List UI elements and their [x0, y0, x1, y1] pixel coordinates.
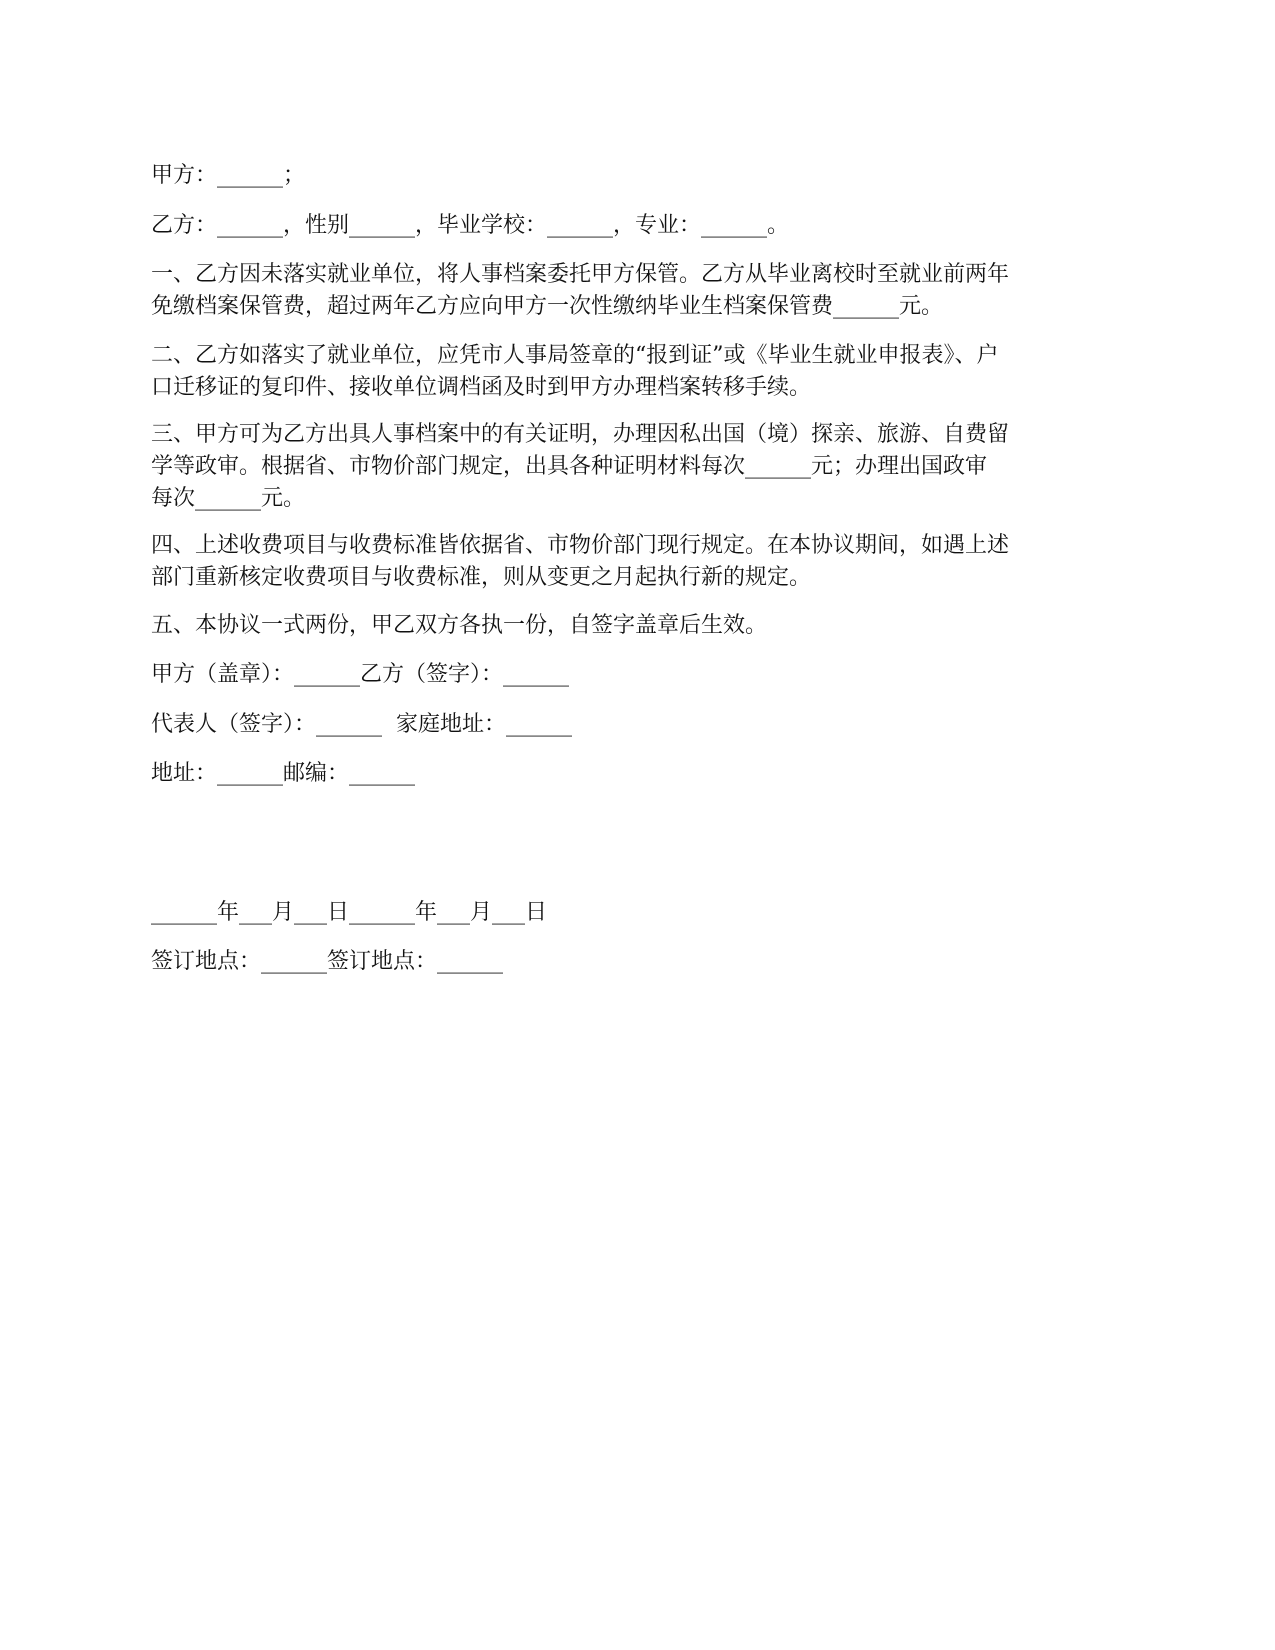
- clause-4-line-1: 四、上述收费项目与收费标准皆依据省、市物价部门现行规定。在本协议期间，如遇上述: [151, 533, 1010, 558]
- clause-2-line-2: 口迁移证的复印件、接收单位调档函及时到甲方办理档案转移手续。: [151, 375, 812, 400]
- address-postcode-line: 地址：______邮编：______: [151, 761, 416, 786]
- signing-date-line: ______年___月___日______年___月___日: [151, 900, 548, 925]
- clause-1-line-2: 免缴档案保管费，超过两年乙方应向甲方一次性缴纳毕业生档案保管费______元。: [151, 294, 944, 319]
- clause-3-line-2: 学等政审。根据省、市物价部门规定，出具各种证明材料每次______元；办理出国政审: [151, 454, 988, 479]
- clause-1-line-1: 一、乙方因未落实就业单位，将人事档案委托甲方保管。乙方从毕业离校时至就业前两年: [151, 262, 1010, 287]
- clause-5-line: 五、本协议一式两份，甲乙双方各执一份，自签字盖章后生效。: [151, 613, 768, 638]
- party-b-line: 乙方：______，性别______，毕业学校：______，专业：______。: [151, 213, 790, 238]
- party-a-line: 甲方：______；: [151, 163, 306, 188]
- representative-address-line: 代表人（签字）：______ 家庭地址：______: [151, 712, 572, 737]
- clause-3-line-1: 三、甲方可为乙方出具人事档案中的有关证明，办理因私出国（境）探亲、旅游、自费留: [151, 422, 1010, 447]
- clause-4-line-2: 部门重新核定收费项目与收费标准，则从变更之月起执行新的规定。: [151, 565, 812, 590]
- seal-signature-line: 甲方（盖章）：______乙方（签字）：______: [151, 662, 570, 687]
- clause-3-line-3: 每次______元。: [151, 486, 306, 511]
- signing-place-line: 签订地点：______签订地点：______: [151, 949, 504, 974]
- clause-2-line-1: 二、乙方如落实了就业单位，应凭市人事局签章的“报到证”或《毕业生就业申报表》、户: [151, 343, 999, 368]
